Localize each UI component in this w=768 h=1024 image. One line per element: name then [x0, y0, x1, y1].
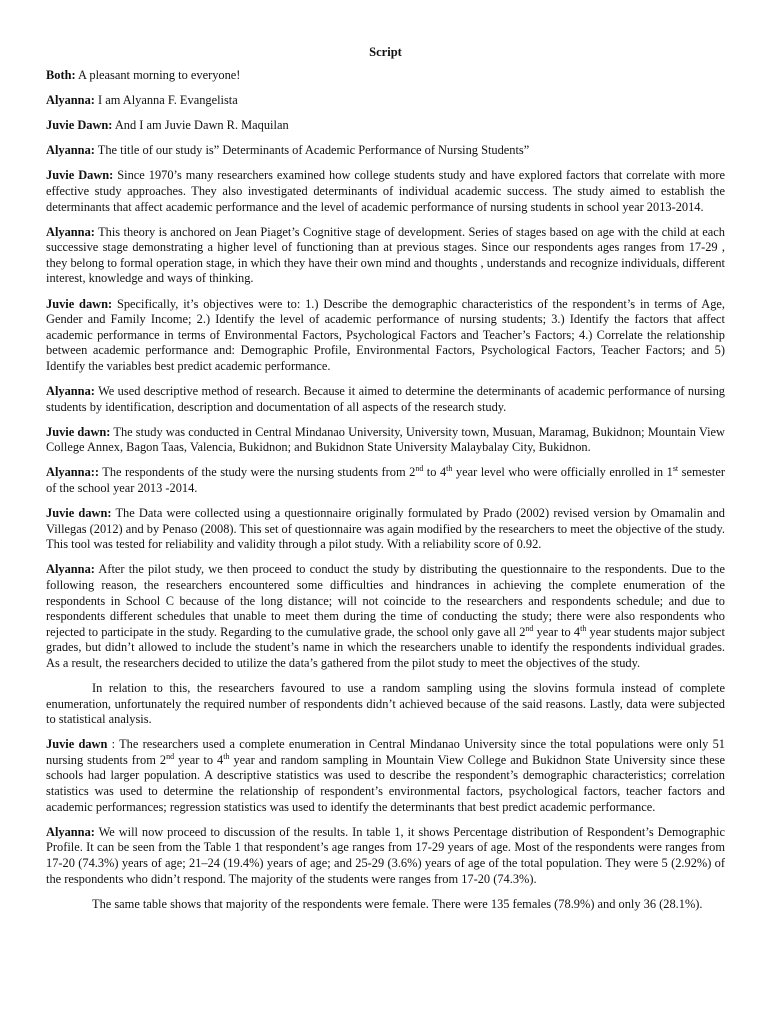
line-text: After the pilot study, we then proceed to conduct the study by distributing the questionnaire to the respondents. Due to the following reason, the researchers encountered some difficulties and hindrances in achieving the complete enumeration of the respondents in School C because of the long distance; will not coincide to the researchers and respondents schedule; and due to respondents different schedules that unable to meet them during the time of conducting the study; there were also respondents who rejected to participate in the study. Regarding to the cumulative grade, the school only gave all 2 [46, 562, 725, 639]
ordinal-suffix: th [446, 464, 453, 474]
line-text: semester of the school year 2013 -2014. [46, 465, 726, 495]
speaker-label: Juvie dawn: [46, 296, 113, 311]
speaker-label: Alyanna: [46, 143, 95, 158]
speaker-label: Juvie Dawn: [46, 118, 113, 133]
script-line-objectives [46, 297, 725, 375]
line-text: The same table shows that majority of the respondents were female. There were 135 females (78.9%) and only 36 (28.1%). [92, 896, 703, 911]
script-line-intro-juvie [46, 118, 725, 134]
speaker-label: Alyanna: [46, 824, 95, 839]
speaker-label: Juvie dawn: [46, 506, 112, 521]
speaker-label: Alyanna: [46, 224, 95, 239]
script-line-intro-alyanna [46, 93, 725, 109]
script-line-gender [46, 897, 725, 913]
script-line-greeting [46, 68, 725, 84]
speaker-label: Juvie dawn: [46, 424, 111, 439]
line-text: In relation to this, the researchers favoured to use a random sampling using the slovins formula instead of complete enumeration, unfortunately the required number of respondents didn’t achieved because of the said reasons. Lastly, data were subjected to statistical analysis. [46, 681, 725, 727]
line-text: This theory is anchored on Jean Piaget’s Cognitive stage of development. Series of stages based on age with the child at each successive stage demonstrating a higher level of functioning than at previous stages. Since our respondents ages ranges from 17-29 , they belong to formal operation stage, in which they have their own mind and thoughts , understands and recognize individuals, different interest, knowledge and ways of thinking. [46, 224, 725, 286]
script-line-instrument [46, 506, 725, 553]
speaker-label: Alyanna: [46, 93, 95, 108]
line-text: to 4 [423, 465, 447, 480]
line-text: The study was conducted in Central Mindanao University, University town, Musuan, Maramag, Bukidnon; Mountain View College Annex, Bagon Taas, Valencia, Bukidnon; and Bukidnon State University Malaybalay City, Bukidnon. [46, 424, 725, 455]
line-text: The Data were collected using a questionnaire originally formulated by Prado (2002) revised version by Omamalin and Villegas (2012) and by Penaso (2008). This set of questionnaire was again modified by the researchers to meet the objective of the study. This tool was tested for reliability and validity through a pilot study. With a reliability score of 0.92. [46, 506, 725, 552]
line-text: year to 4 [174, 752, 224, 767]
script-line-theory [46, 225, 725, 287]
line-text: year level who were officially enrolled in 1 [452, 465, 673, 480]
ordinal-suffix: th [223, 751, 230, 761]
line-text: year students major subject grades, but didn’t allowed to include the student’s name in which the researchers unable to identify the respondents individual grades. As a result, the researchers decided to utilize the data’s gathered from the pilot study to meet the objectives of the study. [46, 624, 725, 670]
speaker-label: Alyanna:: [46, 465, 100, 480]
line-text: A pleasant morning to everyone! [75, 68, 241, 82]
ordinal-suffix: st [672, 464, 679, 474]
script-line-statistics [46, 737, 725, 815]
line-text: Specifically, it’s objectives were to: 1.) Describe the demographic characteristics of the respondent’s in terms of Age, Gender and Family Income; 2.) Identify the level of academic performance of nursing students; 3.) Identify the factors that affect academic performance in terms of Environmental Factors, Psychological Factors and Teacher’s Factors; 4.) Correlate the relationship between academic performance and: Demographic Profile, Environmental Factors, Psychological Factors, Teacher Factors; and 5) Identify the variables best predict academic performance. [46, 296, 725, 373]
line-text: year to 4 [533, 624, 581, 639]
speaker-label: Juvie dawn [46, 737, 108, 752]
ordinal-suffix: nd [525, 623, 534, 633]
script-line-sampling [46, 681, 725, 728]
line-text: The title of our study is” Determinants of Academic Performance of Nursing Students” [94, 143, 530, 158]
line-text: The respondents of the study were the nursing students from 2 [99, 465, 416, 480]
line-text: We used descriptive method of research. Because it aimed to determine the determinants of academic performance of nursing students by identification, description and documentation of all aspects of the research study. [46, 384, 725, 414]
script-line-data-gathering [46, 562, 725, 671]
speaker-label: Both: [46, 68, 76, 82]
speaker-label: Juvie Dawn: [46, 168, 114, 183]
line-text: We will now proceed to discussion of the results. In table 1, it shows Percentage distribution of Respondent’s Demographic Profile. It can be seen from the Table 1 that respondent’s age ranges from 17-29 years of age. Most of the respondents were ranges from 17-20 (74.3%) years of age; 21–24 (19.4%) years of age; and 25-29 (3.6%) years of age of the total population. They were 5 (2.92%) of the respondents who didn’t respond. The majority of the students were ranges from 17-20 (74.3%). [46, 824, 725, 886]
script-line-background [46, 168, 725, 215]
line-text: : The researchers used a complete enumeration in Central Mindanao University since the total populations were only 51 nursing students from 2 [46, 737, 725, 767]
ordinal-suffix: nd [166, 751, 175, 761]
ordinal-suffix: nd [415, 464, 424, 474]
page-title: Script [369, 45, 402, 59]
speaker-label: Alyanna: [46, 384, 95, 398]
script-line-method [46, 384, 725, 415]
speaker-label: Alyanna: [46, 562, 95, 577]
line-text: year and random sampling in Mountain View College and Bukidnon State University since these schools had larger population. A descriptive statistics was used to describe the respondent’s demographic characteristics; correlation statistics was used to determine the relationship of respondent’s environmental factors, psychological factors, teacher factors and academic performances; regression statistics was used to identify the determinants that best predict academic performance. [46, 752, 725, 814]
script-line-results [46, 825, 725, 887]
script-line-title [46, 143, 725, 159]
script-line-locale [46, 425, 725, 456]
line-text: And I am Juvie Dawn R. Maquilan [112, 118, 289, 133]
line-text: I am Alyanna F. Evangelista [94, 93, 238, 108]
script-line-respondents [46, 465, 725, 496]
line-text: Since 1970’s many researchers examined how college students study and have explored factors that correlate with more effective study approaches. They also investigated determinants of individual academic success. The study aimed to establish the determinants that affect academic performance and the level of academic performance of nursing students in school year 2013-2014. [46, 168, 725, 214]
ordinal-suffix: th [580, 623, 587, 633]
